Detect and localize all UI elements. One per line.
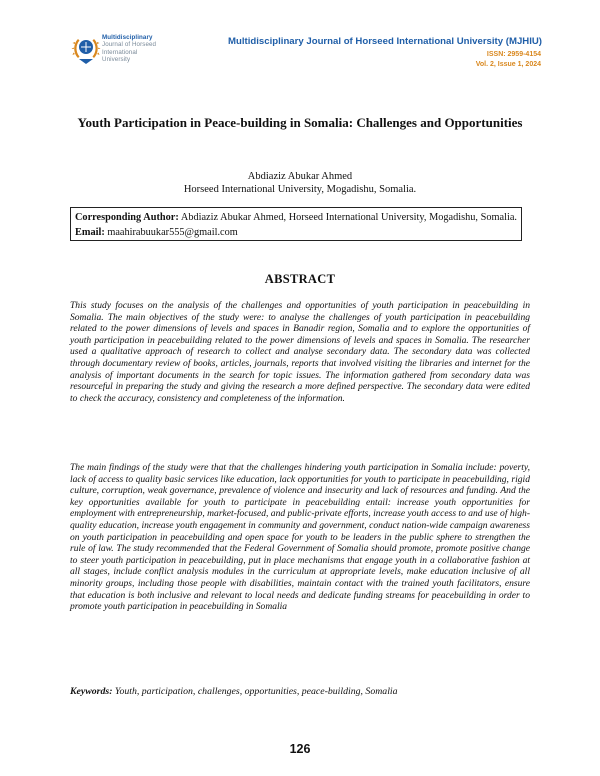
volume-issue-label: Vol. 2, Issue 1, 2024 <box>475 61 541 68</box>
logo-line-1: Multidisciplinary <box>102 34 153 41</box>
corresponding-author-text: Abdiaziz Abukar Ahmed, Horseed International University, Mogadishu, Somalia. <box>178 212 517 223</box>
email-address: maahirabuukar555@gmail.com <box>104 227 238 238</box>
author-affiliation: Horseed International University, Mogadishu, Somalia. <box>183 184 417 195</box>
logo-line-4: University <box>102 56 131 64</box>
issn-label: ISSN: 2959-4154 <box>486 51 541 58</box>
page-number: 126 <box>289 742 311 756</box>
journal-header <box>71 30 541 74</box>
keywords-label: Keywords: <box>70 686 113 697</box>
logo-line-3: International <box>102 48 138 56</box>
journal-logo-text <box>102 34 172 64</box>
journal-title: Multidisciplinary Journal of Horseed International University (MJHIU) <box>228 36 542 47</box>
abstract-paragraph-1: This study focuses on the analysis of the challenges and opportunities of youth participation in peacebuilding in Somalia. The main objectives of the study were: to analyse the challenges of youth participation in peacebuilding related to the power dimensions of levels and spaces in Banadir region, Somalia and to explore the opportunities of youth participation in peacebuilding related to the power dimensions of levels and spaces in Somalia. The researcher used a qualitative approach of research to collect and analyse secondary data. The secondary data was collected through documentary review of books, articles, journals, reports that involved visiting the libraries and internet for the analysis of important documents in the search for topic issues. The information gathered from secondary data was resourceful in preparing the study and giving the research a more defined perspective. The secondary data were edited to check the accuracy, consistency and completeness of the information. <box>70 300 530 404</box>
abstract-paragraph-2: The main findings of the study were that that the challenges hindering youth participation in Somalia include: poverty, lack of access to quality basic services like education, lack opportunities for youth to participate in peacebuilding, rigid culture, corruption, weak governance, prevalence of violence and insecurity and lack of resources and funding. And the key opportunities available for youth to participate in peacebuilding entail: increase youth opportunities for employment with entrepreneurship, market-focused, and public-private efforts, increase youth access to and use of high-quality education, increase youth engagement in community and government, conduct nation-wide campaign awareness on youth participation in peacebuilding and open space for youth to be leaders in the public sphere to strengthen the rule of law. The study recommended that the Federal Government of Somalia should promote, promote positive change to steer youth participation in peacebuilding, put in place mechanisms that engage youth in a collaborative fashion at all stages, include conflict analysis modules in the curriculum at appropriate levels, make education inclusive of all minority groups, including those people with disabilities, maintain contact with the trained youth facilitators, ensure that education is both inclusive and relevant to local needs and dedicate funding streams for peacebuilding in order to promote youth participation in peacebuilding in Somalia <box>70 462 531 613</box>
keywords-line <box>70 686 530 697</box>
author-name: Abdiaziz Abukar Ahmed <box>247 171 353 182</box>
journal-logo-icon <box>71 32 101 66</box>
corresponding-author-label: Corresponding Author: <box>75 212 179 223</box>
email-label: Email: <box>75 227 105 238</box>
corresponding-author-box <box>70 207 522 241</box>
abstract-heading: ABSTRACT <box>264 272 336 286</box>
article-title: Youth Participation in Peace-building in Somalia: Challenges and Opportunities <box>77 115 523 130</box>
logo-line-2: Journal of Horseed <box>102 41 157 49</box>
keywords-list: Youth, participation, challenges, opportunities, peace-building, Somalia <box>112 686 398 697</box>
